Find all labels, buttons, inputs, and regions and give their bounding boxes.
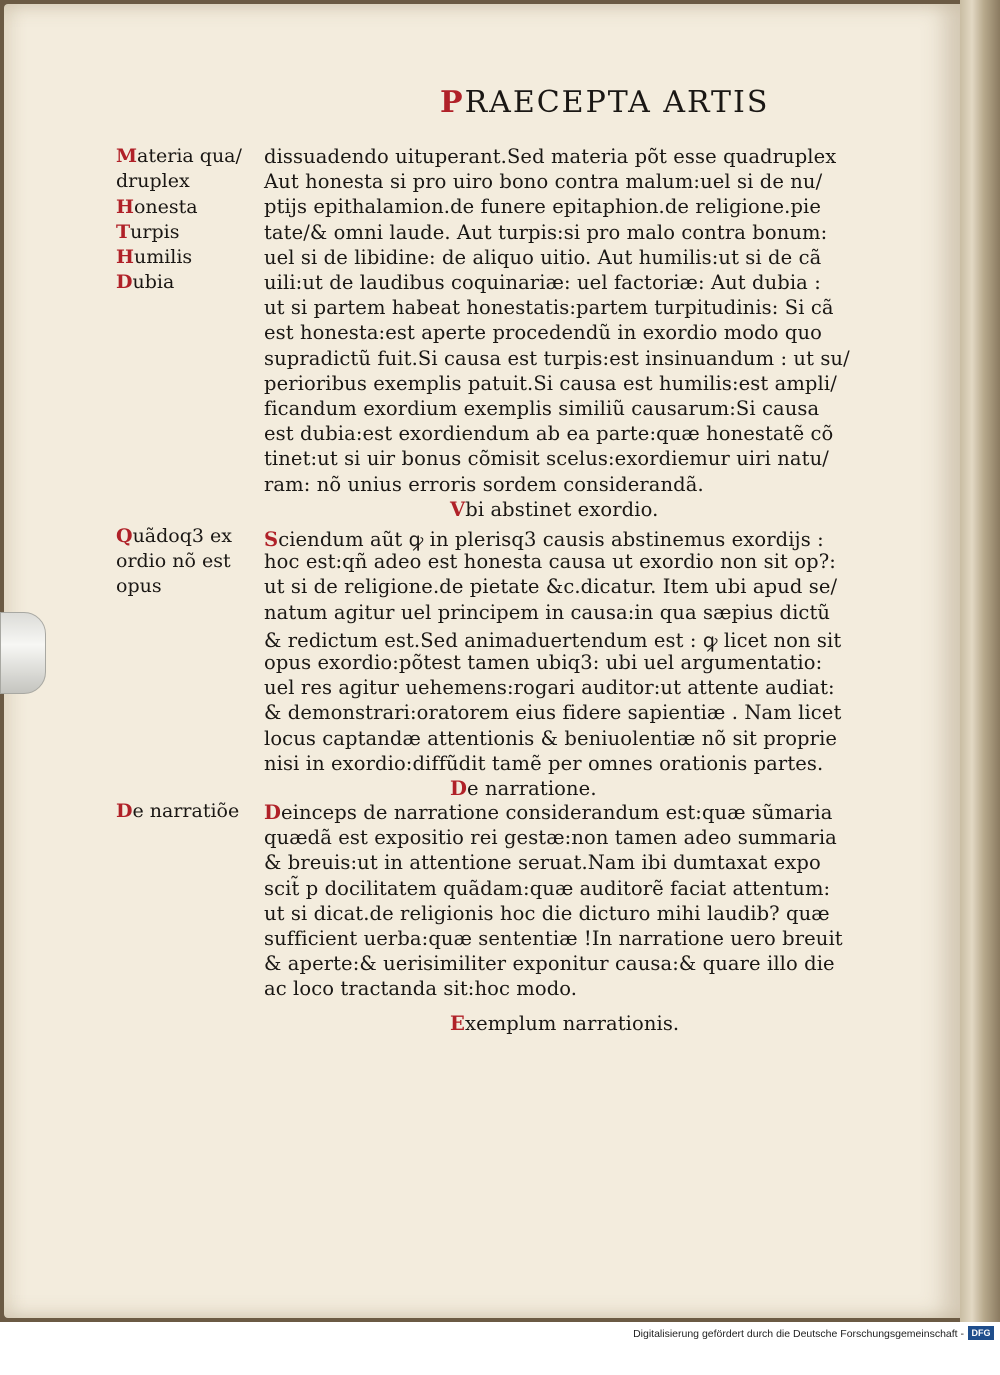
text-line <box>264 397 819 420</box>
text-line <box>264 321 822 344</box>
footer-credit: Digitalisierung gefördert durch die Deutsche Forschungsgemeinschaft - <box>633 1328 964 1340</box>
margin-note-initial: Q <box>116 525 133 547</box>
line-text: scit̃ p docilitatem quãdam:quæ auditorẽ faciat attentum: <box>264 876 831 900</box>
line-text: & redictum est.Sed animaduertendum est : ꝙ licet non sit <box>264 628 842 652</box>
margin-note-m5 <box>116 271 174 293</box>
line-text: hoc est:qñ adeo est honesta causa ut exordio non sit op?: <box>264 550 836 574</box>
text-line <box>264 801 833 824</box>
line-text: est honesta:est aperte procedendũ in exordio modo quo <box>264 321 822 345</box>
text-line <box>264 145 836 168</box>
text-line <box>264 927 843 950</box>
line-text: nisi in exordio:diffũdit tamẽ per omnes orationis partes. <box>264 751 824 775</box>
text-line <box>264 752 823 775</box>
margin-note-text: urpis <box>130 221 180 243</box>
margin-note-text: ubia <box>132 271 175 293</box>
text-line <box>264 372 837 395</box>
text-line <box>264 877 830 900</box>
margin-note-initial: H <box>116 196 134 218</box>
margin-note-m1b <box>116 170 190 192</box>
margin-note-text: onesta <box>133 196 198 218</box>
text-line <box>264 826 837 849</box>
text-line <box>264 447 829 470</box>
margin-note-text: e narratiõe <box>132 800 240 822</box>
line-text: opus exordio:põtest tamen ubiq3: ubi uel argumentatio: <box>264 651 823 674</box>
line-text: ut si partem habeat honestatis:partem turpitudinis: Si cã <box>264 296 834 320</box>
line-text: tinet:ut si uir bonus cõmisit scelus:exordiemur uiri natu/ <box>264 447 829 471</box>
margin-note-m4 <box>116 246 192 268</box>
margin-note-initial: M <box>116 145 138 167</box>
initial-letter: S <box>264 528 279 551</box>
text-line <box>264 550 836 573</box>
text-line <box>264 221 827 244</box>
margin-note-initial: H <box>116 246 134 268</box>
initial-letter: V <box>450 498 466 521</box>
text-line <box>264 422 833 445</box>
page-clip <box>0 612 46 694</box>
line-text: e narratione. <box>467 777 597 800</box>
text-line <box>264 977 577 1000</box>
line-text: ut si dicat.de religionis hoc die dicturo mihi laudib? quæ <box>264 901 830 925</box>
line-text: uili:ut de laudibus coquinariæ: uel factoriæ: Aut dubia : <box>264 271 821 294</box>
line-text: ptijs epithalamion.de funere epitaphion.de religione.pie <box>264 195 821 219</box>
section-heading <box>450 1012 679 1035</box>
line-text: & demonstrari:oratorem eius fidere sapientiæ . Nam licet <box>264 701 842 725</box>
margin-note-m7 <box>116 800 239 822</box>
text-line <box>264 296 834 319</box>
text-line <box>264 575 837 598</box>
margin-note-m6b <box>116 550 231 572</box>
margin-note-initial: D <box>116 271 133 293</box>
margin-note-initial: T <box>116 221 131 243</box>
text-line <box>264 347 850 370</box>
margin-note-m6c <box>116 575 162 597</box>
text-line <box>264 601 830 624</box>
text-line <box>264 701 841 724</box>
text-line <box>264 902 830 925</box>
line-text: locus captandæ attentionis & beniuolentiæ nõ sit proprie <box>264 726 838 750</box>
margin-note-m3 <box>116 221 179 243</box>
book-spine <box>960 0 1000 1322</box>
line-text: natum agitur uel principem in causa:in qua sæpius dictũ <box>264 600 831 624</box>
line-text: ram: nõ unius erroris sordem considerandã. <box>264 472 704 496</box>
line-text: sufficient uerba:quæ sententiæ !In narratione uero breuit <box>264 927 843 950</box>
line-text: tate/& omni laude. Aut turpis:si pro malo contra bonum: <box>264 220 828 244</box>
margin-note-m2 <box>116 196 198 218</box>
line-text: ac loco tractanda sit:hoc modo. <box>264 977 578 1001</box>
line-text: bi abstinet exordio. <box>465 498 659 521</box>
line-text: uel res agitur uehemens:rogari auditor:ut attente audiat: <box>264 676 835 700</box>
text-line <box>264 851 821 874</box>
margin-note-m1a <box>116 145 242 167</box>
initial-letter: D <box>450 777 468 800</box>
text-line <box>264 271 821 294</box>
line-text: quædã est expositio rei gestæ:non tamen adeo summaria <box>264 826 837 850</box>
initial-letter: E <box>450 1012 465 1035</box>
page-header <box>440 85 780 120</box>
line-text: & breuis:ut in attentione seruat.Nam ibi dumtaxat expo <box>264 851 821 875</box>
initial-letter: D <box>264 801 282 824</box>
line-text: uel si de libidine: de aliquo uitio. Aut humilis:ut si de cã <box>264 245 822 269</box>
margin-note-text: druplex <box>116 170 190 192</box>
line-text: dissuadendo uituperant.Sed materia põt esse quadruplex <box>264 145 837 168</box>
margin-note-text: uãdoq3 ex <box>132 525 232 547</box>
text-line <box>264 195 821 218</box>
margin-note-text: opus <box>116 575 162 597</box>
text-line <box>264 676 835 699</box>
text-line <box>264 727 837 750</box>
text-line <box>264 626 841 653</box>
line-text: supradictũ fuit.Si causa est turpis:est insinuandum : ut su/ <box>264 346 850 370</box>
margin-note-m6a <box>116 525 232 547</box>
text-line <box>264 170 822 193</box>
text-line <box>264 952 835 975</box>
line-text: einceps de narratione considerandum est:quæ sũmaria <box>281 801 833 824</box>
line-text: ficandum exordium exemplis similiũ causarum:Si causa <box>264 397 820 420</box>
text-line <box>264 651 822 674</box>
section-heading <box>450 777 597 800</box>
line-text: & aperte:& uerisimiliter exponitur causa:& quare illo die <box>264 952 835 976</box>
dfg-logo: DFG <box>968 1326 994 1340</box>
section-heading <box>450 498 658 521</box>
line-text: Aut honesta si pro uiro bono contra malum:uel si de nu/ <box>264 170 823 194</box>
line-text: ciendum aũt ꝙ in plerisq3 causis abstinemus exordijs : <box>278 528 824 551</box>
line-text: perioribus exemplis patuit.Si causa est humilis:est ampli/ <box>264 371 837 395</box>
line-text: est dubia:est exordiendum ab ea parte:quæ honestatẽ cõ <box>264 422 834 446</box>
text-line <box>264 246 821 269</box>
margin-note-text: ateria qua/ <box>137 145 242 167</box>
line-text: xemplum narrationis. <box>464 1012 680 1035</box>
margin-note-text: ordio nõ est <box>116 550 231 572</box>
header-initial: P <box>440 85 465 120</box>
text-line <box>264 525 824 552</box>
header-title: RAECEPTA ARTIS <box>464 85 770 120</box>
text-line <box>264 473 704 496</box>
line-text: ut si de religione.de pietate &c.dicatur. Item ubi apud se/ <box>264 575 838 599</box>
margin-note-text: umilis <box>133 246 193 268</box>
margin-note-initial: D <box>116 800 133 822</box>
